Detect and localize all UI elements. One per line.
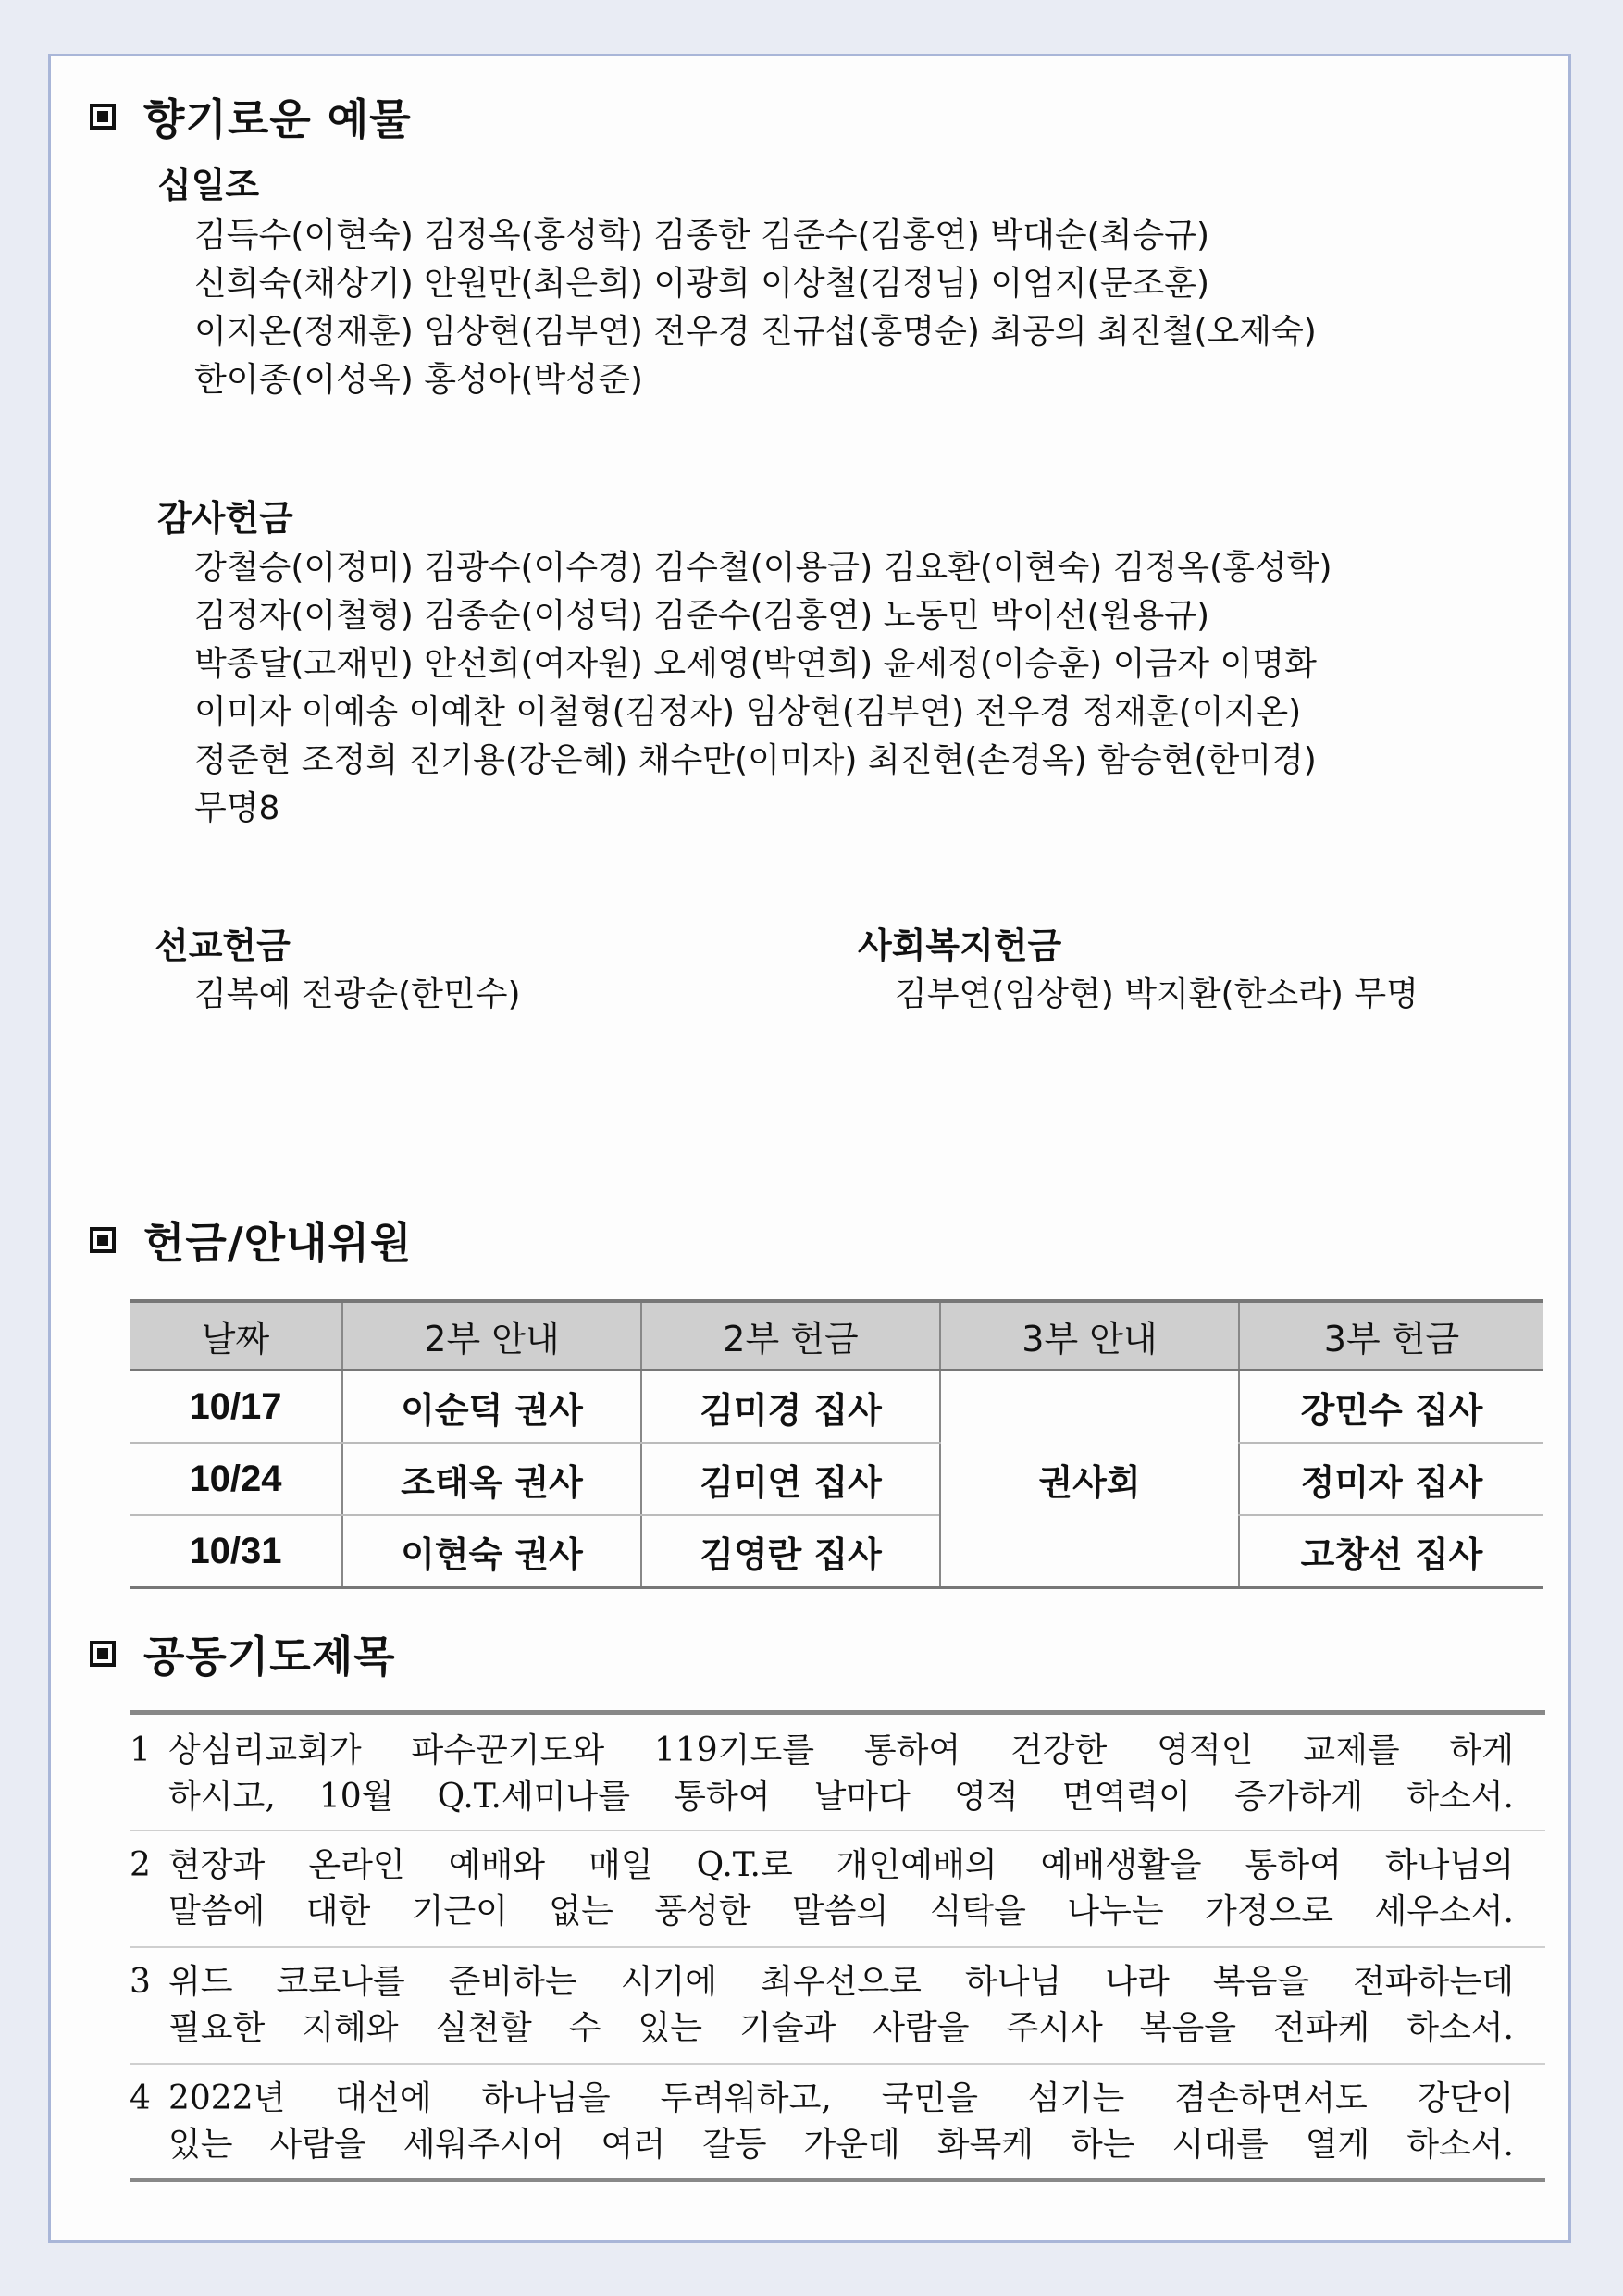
- cell-guide-2: 이현숙 권사: [342, 1515, 641, 1588]
- prayer-number: 1: [130, 1731, 151, 1769]
- cell-guide-3-merged: 권사회: [940, 1371, 1239, 1588]
- thanks-title: 감사헌금: [157, 498, 293, 539]
- section-title-duty: 헌금/안내위원: [90, 1210, 412, 1271]
- name-line: 김부연(임상현) 박지환(한소라) 무명: [895, 975, 1419, 1013]
- prayer-number: 2: [130, 1846, 151, 1884]
- name-line: 신희숙(채상기) 안원만(최은희) 이광희 이상철(김정님) 이엄지(문조훈): [194, 265, 1210, 303]
- cell-guide-2: 이순덕 권사: [342, 1371, 641, 1444]
- table-header-row: [130, 1301, 1543, 1371]
- section-title-prayer: 공동기도제목: [90, 1623, 396, 1684]
- cell-date: 10/31: [130, 1515, 342, 1588]
- bulletin-page: [48, 54, 1571, 2243]
- header-guide-2: 2부 안내: [342, 1301, 641, 1371]
- prayer-line: 필요한 지혜와 실천할 수 있는 기술과 사람을 주시사 복음을 전파케 하소서.: [168, 2009, 1514, 2047]
- square-bullet-icon: [90, 104, 116, 130]
- list-item: [130, 1830, 1545, 1948]
- name-line: 강철승(이정미) 김광수(이수경) 김수철(이용금) 김요환(이현숙) 김정옥(홍성학): [194, 549, 1332, 587]
- name-line: 김정자(이철형) 김종순(이성덕) 김준수(김홍연) 노동민 박이선(원용규): [194, 597, 1210, 635]
- header-guide-3: 3부 안내: [940, 1301, 1239, 1371]
- prayer-line: 위드 코로나를 준비하는 시기에 최우선으로 하나님 나라 복음을 전파하는데: [168, 1963, 1514, 2001]
- cell-offer-2: 김미경 집사: [641, 1371, 940, 1444]
- prayer-number: 3: [130, 1963, 151, 2001]
- duty-table: [130, 1299, 1543, 1589]
- cell-offer-2: 김미연 집사: [641, 1443, 940, 1515]
- square-bullet-icon: [90, 1227, 116, 1253]
- cell-date: 10/17: [130, 1371, 342, 1444]
- list-item: [130, 1946, 1545, 2065]
- name-line: 박종달(고재민) 안선희(여자원) 오세영(박연희) 윤세정(이승훈) 이금자 이명화: [194, 645, 1317, 683]
- prayer-line: 하시고, 10월 Q.T.세미나를 통하여 날마다 영적 면역력이 증가하게 하소서.: [168, 1778, 1514, 1816]
- prayer-list: [130, 1710, 1545, 2182]
- cell-offer-3: 강민수 집사: [1239, 1371, 1543, 1444]
- square-bullet-icon: [90, 1641, 116, 1667]
- table-row: [130, 1443, 1543, 1515]
- table-row: [130, 1371, 1543, 1444]
- prayer-line: 현장과 온라인 예배와 매일 Q.T.로 개인예배의 예배생활을 통하여 하나님의: [168, 1846, 1514, 1884]
- thanks-names: [194, 544, 1332, 833]
- section-title-offering: 향기로운 예물: [90, 86, 412, 147]
- prayer-line: 있는 사람을 세워주시어 여러 갈등 가운데 화목케 하는 시대를 열게 하소서.: [168, 2126, 1514, 2164]
- list-item: [130, 1715, 1545, 1831]
- mission-title: 선교헌금: [155, 925, 291, 966]
- mission-names: [194, 971, 521, 1019]
- tithe-names: [194, 212, 1317, 404]
- welfare-title: 사회복지헌금: [858, 925, 1062, 966]
- name-line: 김득수(이현숙) 김정옥(홍성학) 김종한 김준수(김홍연) 박대순(최승규): [194, 217, 1210, 254]
- header-offer-2: 2부 헌금: [641, 1301, 940, 1371]
- cell-offer-3: 정미자 집사: [1239, 1443, 1543, 1515]
- name-line: 한이종(이성옥) 홍성아(박성준): [194, 361, 643, 399]
- list-item: [130, 2063, 1545, 2178]
- cell-offer-2: 김영란 집사: [641, 1515, 940, 1588]
- welfare-names: [895, 971, 1419, 1019]
- prayer-number: 4: [130, 2079, 151, 2117]
- name-line: 무명8: [194, 789, 280, 827]
- prayer-line: 2022년 대선에 하나님을 두려워하고, 국민을 섬기는 겸손하면서도 강단이: [168, 2079, 1514, 2117]
- name-line: 이지온(정재훈) 임상현(김부연) 전우경 진규섭(홍명순) 최공의 최진철(오제숙): [194, 313, 1317, 351]
- table-row: [130, 1515, 1543, 1588]
- header-offer-3: 3부 헌금: [1239, 1301, 1543, 1371]
- header-date: 날짜: [130, 1301, 342, 1371]
- name-line: 김복예 전광순(한민수): [194, 975, 521, 1013]
- tithe-title: 십일조: [157, 165, 260, 205]
- cell-guide-2: 조태옥 권사: [342, 1443, 641, 1515]
- prayer-line: 상심리교회가 파수꾼기도와 119기도를 통하여 건강한 영적인 교제를 하게: [168, 1731, 1514, 1769]
- cell-offer-3: 고창선 집사: [1239, 1515, 1543, 1588]
- name-line: 정준현 조정희 진기용(강은혜) 채수만(이미자) 최진현(손경옥) 함승현(한미경): [194, 741, 1317, 779]
- prayer-line: 말씀에 대한 기근이 없는 풍성한 말씀의 식탁을 나누는 가정으로 세우소서.: [168, 1893, 1514, 1930]
- cell-date: 10/24: [130, 1443, 342, 1515]
- name-line: 이미자 이예송 이예찬 이철형(김정자) 임상현(김부연) 전우경 정재훈(이지온): [194, 693, 1302, 731]
